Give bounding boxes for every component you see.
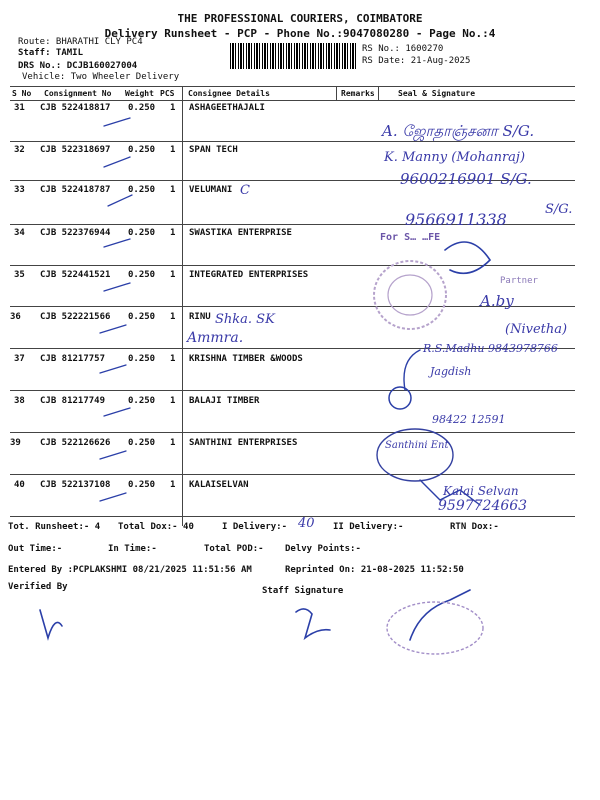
row-pcs: 1	[170, 270, 176, 280]
row-consignee: VELUMANI	[189, 185, 233, 195]
total-dox: Total Dox:- 40	[118, 522, 194, 532]
circled-number	[389, 387, 411, 409]
row-weight: 0.250	[128, 185, 156, 195]
row-pcs: 1	[170, 145, 176, 155]
signature-stroke-34	[445, 242, 490, 273]
row-weight: 0.250	[128, 145, 156, 155]
handwriting-row-33-sg: S/G.	[545, 202, 573, 217]
row-weight: 0.250	[128, 480, 156, 490]
row-weight: 0.250	[128, 354, 156, 364]
row-consignee: ASHAGEETHAJALI	[189, 103, 265, 113]
col-weight: Weight	[125, 89, 154, 98]
row-consignee: SPAN TECH	[189, 145, 238, 155]
row-consignment: CJB 522126626	[40, 438, 111, 448]
staff-signature-mark	[296, 609, 330, 638]
row-consignment: CJB 81217749	[40, 396, 106, 406]
company-title: THE PROFESSIONAL COURIERS, COIMBATORE	[177, 12, 423, 25]
col-consignment: Consignment No	[44, 89, 112, 98]
handwriting-row-36b: Ammra.	[187, 330, 244, 346]
phone-row-38: 98422 12591	[432, 413, 506, 426]
verified-by-label: Verified By	[8, 582, 68, 592]
stamp-text-row-35: Partner	[500, 276, 538, 286]
row-consignment: CJB 522221566	[40, 312, 111, 322]
vehicle-label: Vehicle: Two Wheeler Delivery	[22, 72, 180, 82]
row-consignment: CJB 81217757	[40, 354, 106, 364]
tick-mark	[104, 118, 130, 126]
row-consignment: CJB 522318697	[40, 145, 111, 155]
delivery-points: Delvy Points:-	[285, 544, 361, 554]
row-sno: 37	[14, 354, 25, 364]
signature-row-36: A.by	[480, 292, 514, 310]
route-label: Route: BHARATHI CLY PC4	[18, 37, 143, 47]
rs-number: RS No.: 1600270	[362, 44, 444, 54]
tick-mark	[100, 325, 126, 333]
tick-mark	[104, 239, 130, 247]
col-remarks: Remarks	[341, 89, 375, 98]
out-time: Out Time:-	[8, 544, 63, 554]
row-consignee: BALAJI TIMBER	[189, 396, 260, 406]
col-pcs: PCS	[160, 89, 175, 98]
row-sno: 34	[14, 228, 25, 238]
large-signature-stroke	[410, 590, 470, 640]
ii-delivery: II Delivery:-	[333, 522, 404, 532]
row-pcs: 1	[170, 103, 176, 113]
row-consignee: RINU	[189, 312, 211, 322]
total-runsheet: Tot. Runsheet:- 4	[8, 522, 101, 532]
row-sno: 39	[10, 438, 21, 448]
rs-date: RS Date: 21-Aug-2025	[362, 56, 471, 66]
row-consignee: SWASTIKA ENTERPRISE	[189, 228, 292, 238]
total-pod: Total POD:-	[204, 544, 264, 554]
phone-row-33: 9566911338	[405, 210, 507, 229]
in-time: In Time:-	[108, 544, 157, 554]
staff-signature-label: Staff Signature	[262, 586, 344, 596]
row-consignment: CJB 522137108	[40, 480, 111, 490]
row-sno: 31	[14, 103, 25, 113]
runsheet-title: Delivery Runsheet - PCP - Phone No.:9047080280 - Page No.:4	[104, 27, 496, 40]
row-pcs: 1	[170, 228, 176, 238]
row-consignee: INTEGRATED ENTERPRISES	[189, 270, 309, 280]
row-consignment: CJB 522418817	[40, 103, 111, 113]
row-pcs: 1	[170, 438, 176, 448]
tick-mark	[104, 408, 130, 416]
signature-row-31: A. ஜோதாஞ்சனா S/G.	[382, 122, 535, 140]
tick-mark	[104, 157, 130, 167]
row-pcs: 1	[170, 354, 176, 364]
phone-row-40: 9597724663	[438, 498, 528, 514]
staff-label: Staff: TAMIL	[18, 48, 84, 58]
row-weight: 0.250	[128, 103, 156, 113]
row-weight: 0.250	[128, 270, 156, 280]
tick-mark	[100, 451, 126, 459]
tick-mark	[100, 365, 126, 373]
row-pcs: 1	[170, 185, 176, 195]
phone-row-32: 9600216901 S/G.	[400, 170, 532, 188]
signature-row-40: Kalai Selvan	[443, 484, 519, 498]
row-consignee: KRISHNA TIMBER &WOODS	[189, 354, 303, 364]
tick-mark	[108, 195, 132, 206]
i-delivery-value: 40	[298, 516, 315, 531]
row-weight: 0.250	[128, 228, 156, 238]
tick-mark	[100, 493, 126, 501]
handwriting-row-33: C	[240, 183, 250, 198]
row-pcs: 1	[170, 312, 176, 322]
row-sno: 38	[14, 396, 25, 406]
row-pcs: 1	[170, 480, 176, 490]
row-sno: 36	[10, 312, 21, 322]
drs-number: DRS No.: DCJB160027004	[18, 61, 138, 71]
col-consignee: Consignee Details	[188, 89, 270, 98]
row-sno: 35	[14, 270, 25, 280]
signature-row-32: K. Manny (Mohanraj)	[384, 150, 526, 165]
row-consignment: CJB 522418787	[40, 185, 111, 195]
row-consignee: KALAISELVAN	[189, 480, 249, 490]
row-sno: 32	[14, 145, 25, 155]
entered-by: Entered By :PCPLAKSHMI 08/21/2025 11:51:56 AM	[8, 565, 252, 575]
round-stamp-footer	[387, 602, 483, 654]
row-weight: 0.250	[128, 396, 156, 406]
row-sno: 33	[14, 185, 25, 195]
santhini-seal-stamp	[377, 429, 453, 481]
row-weight: 0.250	[128, 312, 156, 322]
tick-mark	[104, 283, 130, 291]
row-consignee: SANTHINI ENTERPRISES	[189, 438, 298, 448]
rtn-dox: RTN Dox:-	[450, 522, 499, 532]
col-seal-signature: Seal & Signature	[398, 89, 476, 98]
row-weight: 0.250	[128, 438, 156, 448]
col-sno: S No	[12, 89, 32, 98]
stamp-text-row-34: For S… …FE	[380, 232, 441, 243]
stamp-text-row-39: Santhini Ent	[385, 440, 449, 451]
row-sno: 40	[14, 480, 25, 490]
row-consignment: CJB 522376944	[40, 228, 111, 238]
signature-row-37: R.S.Madhu 9843978766	[423, 342, 558, 355]
company-seal-inner	[388, 275, 432, 315]
verified-signature	[40, 610, 62, 638]
name-row-36: (Nivetha)	[505, 322, 568, 337]
reprinted-on: Reprinted On: 21-08-2025 11:52:50	[285, 565, 464, 575]
company-seal-stamp	[374, 261, 446, 329]
handwriting-row-36a: Shka. SK	[215, 312, 275, 327]
i-delivery: I Delivery:-	[222, 522, 288, 532]
row-pcs: 1	[170, 396, 176, 406]
row-consignment: CJB 522441521	[40, 270, 111, 280]
name-row-37: Jagdish	[430, 365, 472, 378]
